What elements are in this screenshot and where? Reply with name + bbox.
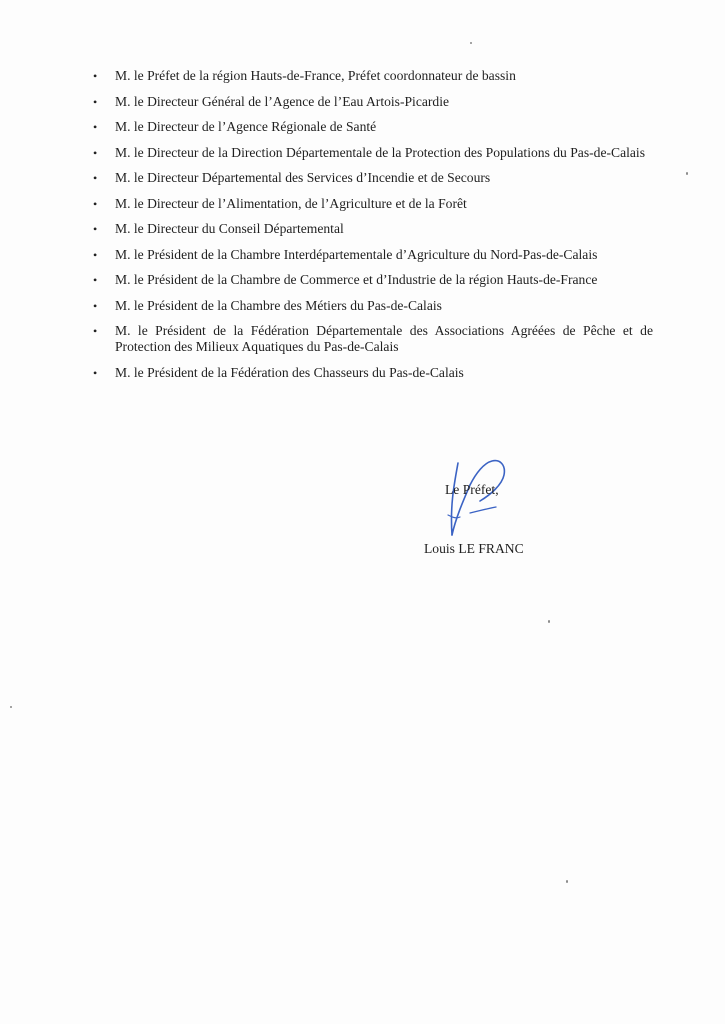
- list-item: [93, 365, 653, 381]
- list-item: [93, 145, 653, 161]
- bullet: •: [93, 222, 98, 236]
- scan-speck: [686, 172, 688, 175]
- bullet: •: [93, 298, 98, 313]
- bullet: •: [93, 247, 98, 262]
- recipient-text: M. le Directeur Général de l’Agence de l’Eau Artois-Picardie: [115, 93, 450, 109]
- bullet: •: [93, 196, 98, 211]
- bullet: •: [93, 365, 98, 380]
- recipient-text: M. le Directeur de l’Alimentation, de l’Agriculture et de la Forêt: [115, 195, 467, 211]
- recipient-text: M. le Directeur de la Direction Départementale de la Protection des Populations du Pas-de-Calais: [115, 144, 645, 160]
- bullet: •: [93, 171, 98, 185]
- recipient-text: M. le Président de la Fédération des Chasseurs du Pas-de-Calais: [115, 364, 464, 380]
- recipient-text: M. le Directeur de l’Agence Régionale de Santé: [115, 119, 377, 134]
- recipient-text: M. le Directeur Départemental des Services d’Incendie et de Secours: [115, 170, 491, 185]
- list-item: [93, 119, 653, 135]
- signatory-name: Louis LE FRANC: [424, 541, 524, 556]
- bullet: •: [93, 145, 98, 160]
- list-item: [93, 170, 653, 186]
- bullet: •: [93, 69, 98, 83]
- bullet: •: [93, 94, 98, 109]
- list-item: [93, 196, 653, 212]
- scan-speck: [566, 880, 568, 883]
- signature-block: [420, 455, 620, 575]
- scan-speck: [548, 620, 550, 623]
- list-item: [93, 247, 653, 263]
- recipient-text: M. le Directeur du Conseil Départemental: [115, 221, 344, 236]
- scan-speck: [10, 706, 12, 708]
- list-item: [93, 221, 653, 237]
- recipient-text: M. le Président de la Chambre de Commerce et d’Industrie de la région Hauts-de-France: [115, 272, 598, 287]
- scan-speck: [470, 42, 472, 44]
- bullet: •: [93, 324, 98, 338]
- list-item: [93, 272, 653, 288]
- recipient-text: M. le Président de la Fédération Départementale des Associations Agréées de Pêche et de Protection des Milieux Aquatiques du Pas-de-Calais: [115, 323, 653, 354]
- recipient-text: M. le Préfet de la région Hauts-de-France, Préfet coordonnateur de bassin: [115, 68, 516, 83]
- list-item: [93, 68, 653, 84]
- signatory-title: Le Préfet,: [445, 482, 499, 497]
- list-item: [93, 94, 653, 110]
- bullet: •: [93, 120, 98, 134]
- list-item: [93, 323, 653, 355]
- recipient-text: M. le Président de la Chambre Interdépartementale d’Agriculture du Nord-Pas-de-Calais: [115, 246, 598, 262]
- bullet: •: [93, 273, 98, 287]
- recipient-list: [93, 68, 653, 390]
- list-item: [93, 298, 653, 314]
- recipient-text: M. le Président de la Chambre des Métiers du Pas-de-Calais: [115, 297, 442, 313]
